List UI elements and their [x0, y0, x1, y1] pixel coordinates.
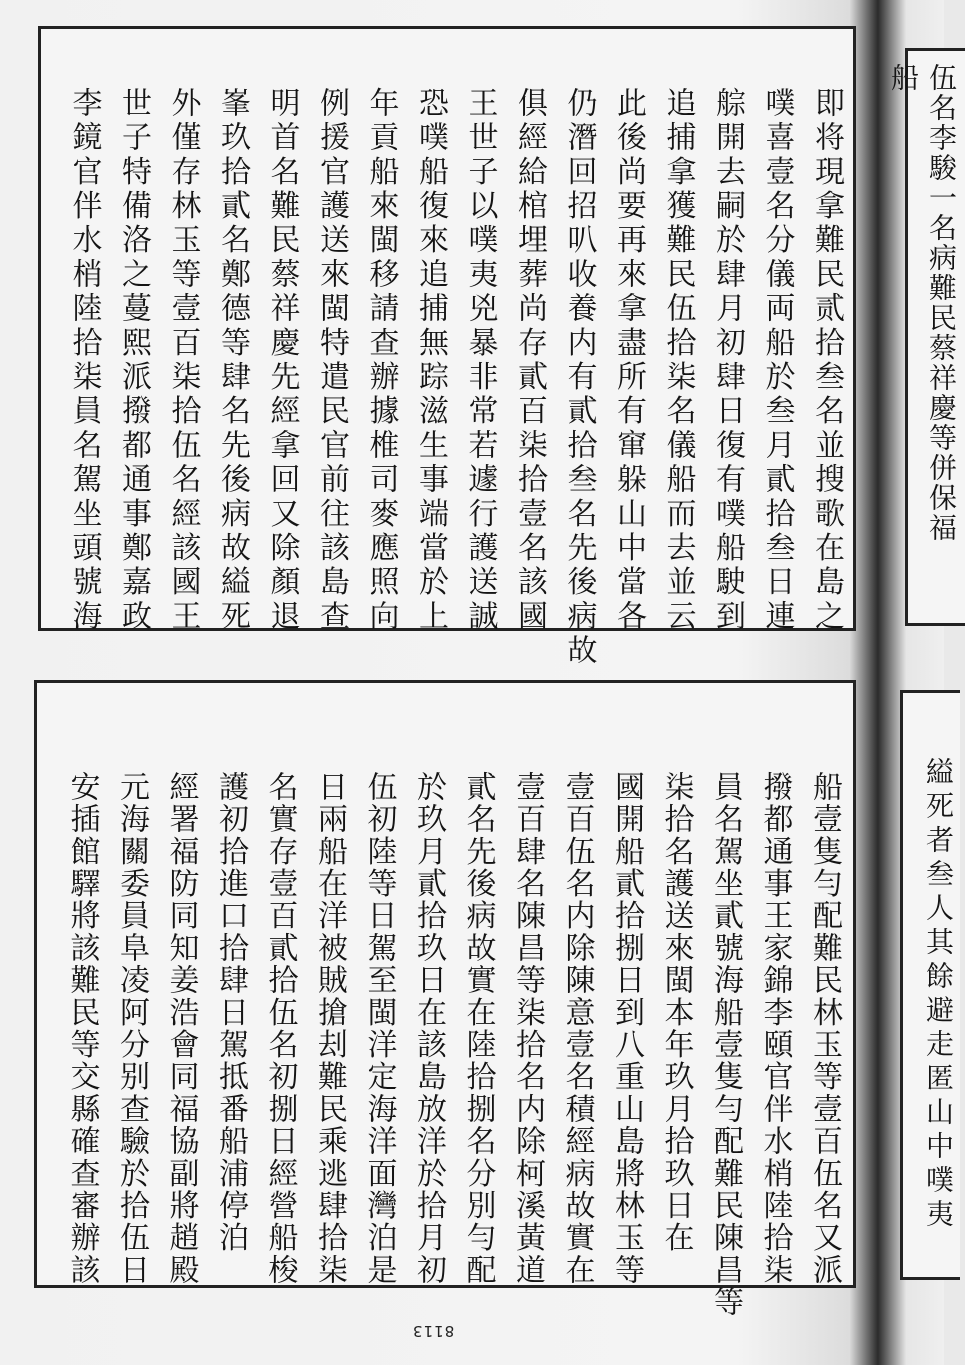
text-column: 船壹隻勻配難民林玉等壹百伍名又派	[807, 771, 842, 1287]
facing-top-text-columns	[887, 51, 965, 623]
text-column: 仍潛回招叭收養内有貳拾叁名先後病故	[561, 87, 597, 669]
text-column: 外僅存林玉等壹百柒拾伍名經該國王	[165, 87, 201, 635]
text-column: 即将現拿難民贰拾叁名並搜歌在島之	[809, 87, 844, 635]
bottom-manuscript-panel	[34, 680, 856, 1319]
text-column: 壹百肆名陳昌等柒拾名内除柯溪黃道	[510, 771, 545, 1287]
text-column: 縊死者叁人其餘避走匿山中噗夷	[922, 757, 955, 1233]
text-column: 世子特備洛之蔓熙派撥都通事鄭嘉政	[116, 87, 151, 635]
text-column: 伍初陸等日駕至閩洋定海洋面灣泊是	[361, 771, 397, 1287]
text-column: 貳名先後病故實在陸拾捌名分別勻配	[460, 771, 496, 1287]
text-column: 恐噗船復來追捕無踪滋生事端當於上	[413, 87, 448, 635]
bottom-text-columns	[37, 683, 853, 1319]
text-column: 經署福防同知姜浩會同福協副將趙殿	[163, 771, 199, 1287]
text-column: 員名駕坐貳號海船壹隻勻配難民陳昌等	[708, 771, 743, 1319]
facing-page-top-panel	[887, 48, 965, 626]
text-column: 䑸開去嗣於肆月初肆日復有噗船駛到	[710, 87, 745, 635]
text-column: 俱經給棺埋葬尚存貳百柒拾壹名該國	[512, 87, 547, 635]
text-column: 壹百伍名内除陳意壹名積經病故實在	[559, 771, 595, 1287]
text-column: 噗喜壹名分儀両船於叁月貳拾叁日連	[759, 87, 795, 635]
text-column: 李鏡官伴水梢陸拾柒員名駕坐頭號海	[66, 87, 102, 635]
text-column: 此後尚要再來拿盡所有窜躲山中當各	[611, 87, 646, 635]
text-column: 明首名難民蔡祥慶先經拿回又除顏退	[264, 87, 300, 635]
text-column: 國開船貳拾捌日到八重山島將林玉等	[609, 771, 644, 1287]
text-column: 例援官護送來閩特遣民官前往該島查	[314, 87, 349, 635]
text-column: 年貢船來閩移請查辦據椎司麥應照向	[363, 87, 399, 635]
text-column: 峯玖拾貳名鄭德等肆名先後病故縊死	[215, 87, 250, 635]
text-column: 名實存壹百貳拾伍名初捌日經營船梭	[262, 771, 298, 1287]
facing-page-bottom-panel	[900, 690, 960, 1280]
text-column: 護初拾進口拾肆日駕抵番船浦停泊	[213, 771, 248, 1254]
text-column: 元海關委員阜凌阿分别查驗於拾伍日	[114, 771, 149, 1287]
page-number: 8113	[412, 1322, 455, 1340]
text-column: 安插館驛將該難民等交縣確查審辦該	[64, 771, 100, 1287]
text-column: 撥都通事王家錦李頤官伴水梢陸拾柒	[757, 771, 793, 1287]
facing-bottom-text-columns	[903, 693, 960, 1277]
text-column: 日兩船在洋被賊搶刦難民乘逃肆拾柒	[312, 771, 347, 1287]
text-column: 於玖月貳拾玖日在該島放洋於拾月初	[411, 771, 446, 1287]
text-column: 王世子以噗夷兇暴非常若遽行護送誠	[462, 87, 498, 635]
text-column: 柒拾名護送來閩本年玖月拾玖日在	[658, 771, 694, 1254]
text-column: 追捕拿獲難民伍拾柒名儀船而去並云	[660, 87, 696, 635]
text-column: 伍名李駿一名病難民蔡祥慶等併保福	[925, 63, 958, 543]
text-column: 船	[887, 63, 920, 93]
top-manuscript-panel	[38, 26, 856, 669]
top-text-columns	[41, 29, 853, 669]
